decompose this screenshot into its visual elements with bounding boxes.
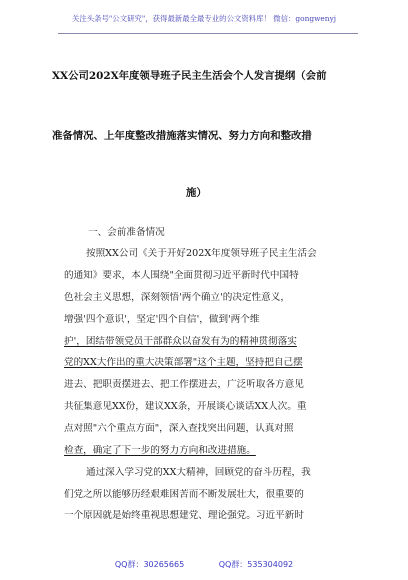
paragraph-line: 共征集意见XX份，建议XX条，开展谈心谈话XX人次。重 (64, 401, 307, 412)
paragraph-line: 色社会主义思想，深刻领悟'两个确立'的决定性意义， (64, 292, 290, 303)
paragraph-line: 增强'四个意识'，坚定'四个自信'，做到'两个维 (64, 314, 260, 325)
paragraph-line: 的通知》要求，本人围绕"全面贯彻习近平新时代中国特 (64, 270, 299, 281)
paragraph-line: 党的XX大作出的重大决策部署"这个主题，坚持把自己摆 (64, 357, 303, 368)
header-divider (58, 33, 358, 34)
footer-qq-group-1: QQ群：30265665 (114, 560, 185, 569)
paragraph-line: 进去、把职责摆进去、把工作摆进去，广泛听取各方意见 (64, 379, 304, 390)
document-title-line-2: 准备情况、上年度整改措施落实情况、努力方向和整改措 (52, 130, 312, 142)
paragraph-line: 点对照"六个重点方面"，深入查找突出问题，认真对照 (64, 423, 294, 434)
paragraph-line: 按照XX公司《关于开好202X年度领导班子民主生活会 (86, 248, 317, 259)
paragraph-line: 护'，团结带领党员干部群众以奋发有为的精神贯彻落实 (64, 336, 297, 347)
footer-contact (0, 559, 408, 570)
header-banner: 关注头条号"公文研究"，获得最新最全最专业的公文资料库！ 微信：gongwenyj (71, 14, 337, 23)
document-title-line-1: XX公司202X年度领导班子民主生活会个人发言提纲（会前 (52, 70, 327, 82)
footer-qq-group-2: QQ群：535304092 (218, 560, 294, 569)
document-title-line-3: 施） (186, 187, 207, 199)
paragraph-line: 一个原因就是始终重视思想建党、理论强党。习近平新时 (64, 510, 304, 521)
section-heading-1: 一、会前准备情况 (88, 227, 165, 238)
paragraph-line: 通过深入学习党的XX大精神，回顾党的奋斗历程，我 (86, 467, 311, 478)
paragraph-line: 们党之所以能够历经艰难困苦而不断发展壮大，很重要的 (64, 489, 304, 500)
paragraph-line: 检查，确定了下一步的努力方向和改进措施。 (64, 445, 256, 456)
